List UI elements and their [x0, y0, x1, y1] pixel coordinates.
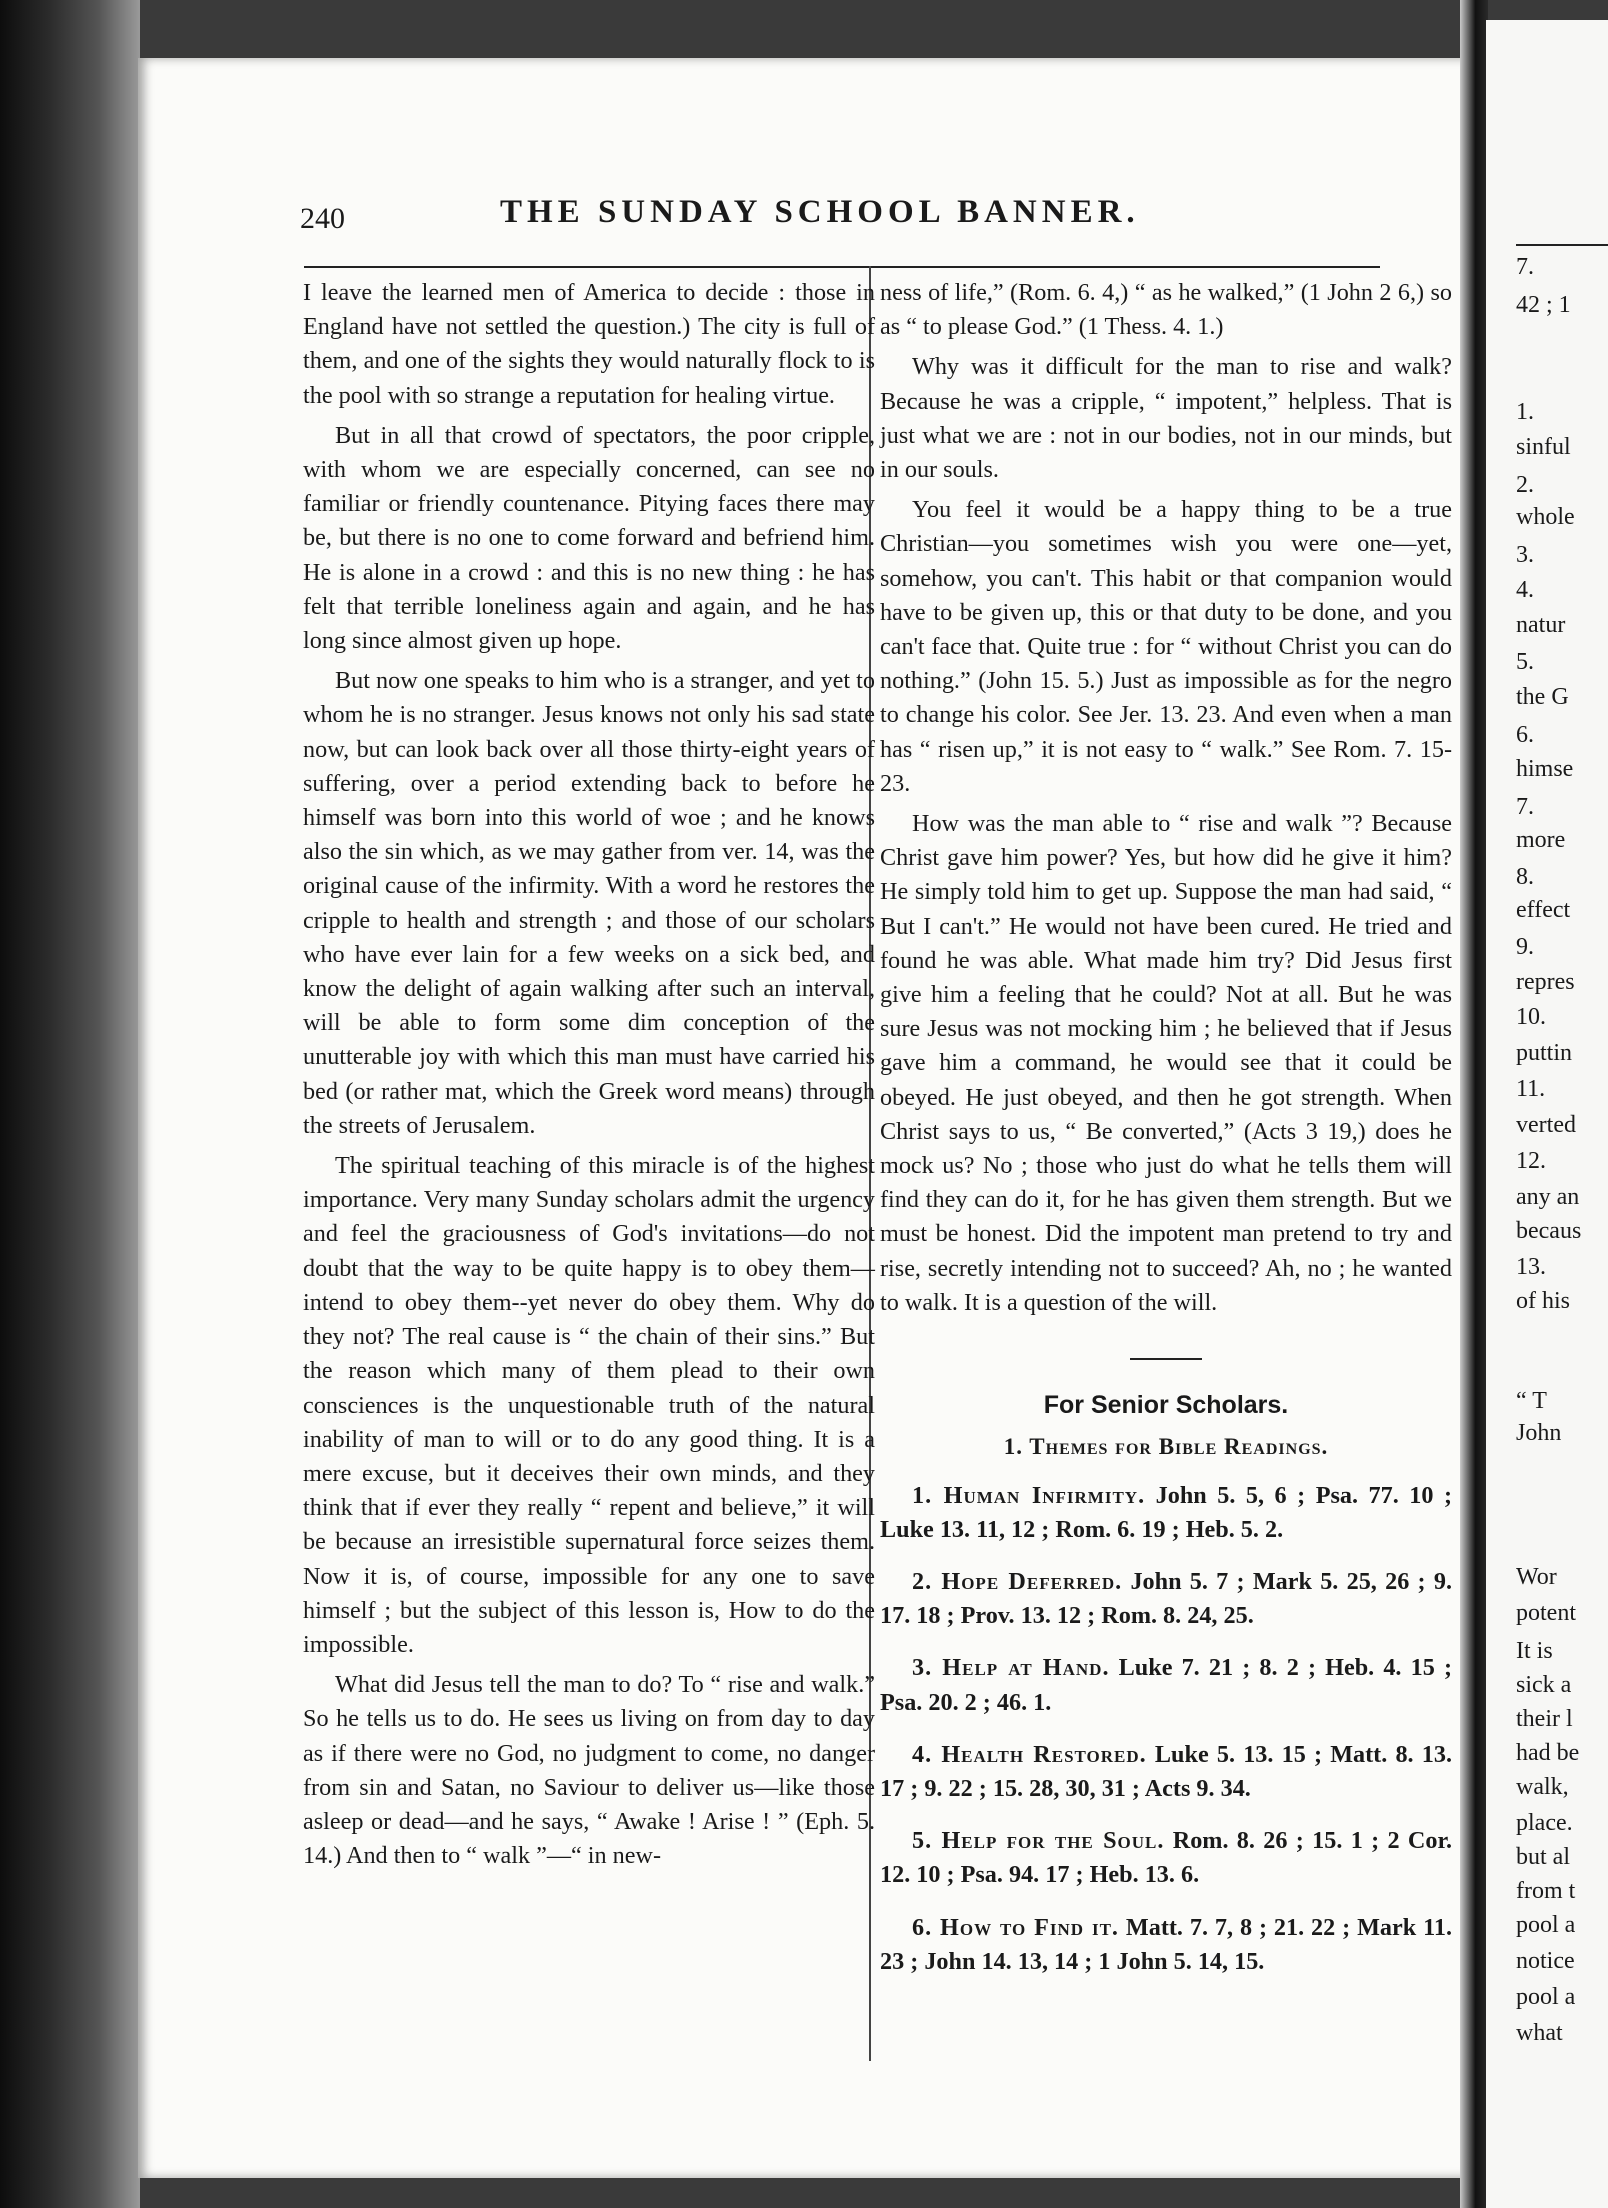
theme-head: 3. Help at Hand. [912, 1654, 1110, 1682]
adjacent-page-fragment: 6. [1516, 722, 1534, 748]
paragraph: I leave the learned men of America to decide : those in England have not settled the question.) The city is full of them, and one of the sights they would naturally flock to is the pool with so strange a reputation for healing virtue. [303, 279, 875, 409]
adjacent-page-fragment: walk, [1516, 1774, 1569, 1800]
adjacent-page-fragment: 12. [1516, 1148, 1546, 1174]
paragraph: You feel it would be a happy thing to be a true Christian—you sometimes wish you were one—yet, somehow, you can't. This habit or that companion would have to be given up, this or that duty to be done, and you can't face that. Quite true : for “ without Christ you can do nothing.” (John 15. 5.) Just as impossible as for the negro to change his color. See Jer. 13. 23. And even when a man has “ risen up,” it is not easy to “ walk.” See Rom. 7. 15-23. [880, 496, 1452, 797]
adjacent-page-fragment: 1. [1516, 399, 1534, 425]
adjacent-page-fragment: sick a [1516, 1672, 1572, 1698]
adjacent-page-fragment: 2. [1516, 472, 1534, 498]
adjacent-page-fragment: 5. [1516, 649, 1534, 675]
paragraph: ness of life,” (Rom. 6. 4,) “ as he walked,” (1 John 2 6,) so as “ to please God.” (1 Thess. 4. 1.) [880, 279, 1452, 341]
paragraph: The spiritual teaching of this miracle is of the highest importance. Very many Sunday scholars admit the urgency and feel the graciousness of God's invitations—do not doubt that the way to be quite happy is to obey them—intend to obey them--yet never do obey them. Why do they not? The real cause is “ the chain of their sins.” But the reason which many of them plead to their own consciences is the unquestionable truth of the natural inability of man to will or to do any good thing. It is a mere excuse, but it deceives their own minds, and they think that if ever they really “ repent and believe,” it will be because an irresistible supernatural force seizes them. Now it is, of course, impossible for any one to save himself ; but the subject of this lesson is, How to do the impossible. [303, 1152, 875, 1658]
theme-item [880, 1824, 1452, 1892]
adjacent-page-fragment: “ T [1516, 1388, 1547, 1414]
section-subtitle: 1. Themes for Bible Readings. [1003, 1434, 1329, 1460]
adjacent-page-fragment: 4. [1516, 577, 1534, 603]
adjacent-page-fragment: Wor [1516, 1564, 1557, 1590]
adjacent-page-fragment: repres [1516, 969, 1575, 995]
adjacent-page-fragment: 13. [1516, 1254, 1546, 1280]
adjacent-page-fragment: verted [1516, 1112, 1576, 1138]
theme-item [880, 1479, 1452, 1547]
theme-refs: John 5. 5, 6 ; Psa. 77. 10 ; Luke 13. 11, 12 ; Rom. 6. 19 ; Heb. 5. 2. [880, 1481, 1453, 1543]
adjacent-page-fragment: pool a [1516, 1912, 1576, 1938]
theme-item [880, 1911, 1452, 1979]
adjacent-page-fragment: any an [1516, 1184, 1580, 1210]
section-title: For Senior Scholars. [1043, 1391, 1289, 1420]
adjacent-page-fragment: John [1516, 1420, 1562, 1446]
paragraph: How was the man able to “ rise and walk ”? Because Christ gave him power? Yes, but how did he give it him? He simply told him to get up. Suppose the man had said, “ But I can't.” He would not have been cured. He tried and found he was able. What made him try? Did Jesus first give him a feeling that he could? Not at all. But he was sure Jesus was not mocking him ; he believed that if Jesus gave him a command, he would see that it could be obeyed. He just obeyed, and then he got strength. When Christ says to us, “ Be converted,” (Acts 3 19,) does he mock us? No ; those who just do what he tells them will find they can do it, for he has given them strength. But we must be honest. Did the impotent man pretend to try and rise, secretly intending not to succeed? Ah, no ; he wanted to walk. It is a question of the will. [880, 810, 1452, 1316]
adjacent-page-fragment: It is [1516, 1638, 1553, 1664]
adjacent-page-fragment: whole [1516, 504, 1575, 530]
book-spine [0, 0, 140, 2208]
adjacent-page-fragment: more [1516, 827, 1566, 853]
adjacent-page-fragment: 7. [1516, 794, 1534, 820]
theme-refs: Luke 5. 13. 15 ; Matt. 8. 13. 17 ; 9. 22 ; 15. 28, 30, 31 ; Acts 9. 34. [880, 1740, 1453, 1802]
adjacent-page-fragment: potent [1516, 1600, 1576, 1626]
paragraph: What did Jesus tell the man to do? To “ rise and walk.” So he tells us to do. He sees us living on from day to day as if there were no God, no judgment to come, no danger from sin and Satan, no Saviour to deliver us—like those asleep or dead—and he says, “ Awake ! Arise ! ” (Eph. 5. 14.) And then to “ walk ”—“ in new- [303, 1671, 875, 1870]
theme-item [880, 1565, 1452, 1633]
adjacent-page-fragment: notice [1516, 1948, 1575, 1974]
adjacent-page-fragment: effect [1516, 897, 1571, 923]
adjacent-page-fragment: pool a [1516, 1984, 1576, 2010]
paragraph: Why was it difficult for the man to rise and walk? Because he was a cripple, “ impotent,” helpless. That is just what we are : not in our bodies, not in our minds, but in our souls. [880, 353, 1452, 484]
adjacent-page-rule [1516, 244, 1608, 246]
adjacent-page-fragment: 9. [1516, 934, 1534, 960]
adjacent-page-fragment: their l [1516, 1706, 1573, 1732]
paragraph: But now one speaks to him who is a stranger, and yet to whom he is no stranger. Jesus knows not only his sad state now, but can look back over all those thirty-eight years of suffering, over a period extending back to before he himself was born into this world of woe ; and he knows also the sin which, as we may gather from ver. 14, was the original cause of the infirmity. With a word he restores the cripple to health and strength ; and those of our scholars who have ever lain for a few weeks on a sick bed, and know the delight of again walking after such an interval, will be able to form some dim conception of the unutterable joy with which this man must have carried his bed (or rather mat, which the Greek word means) through the streets of Jerusalem. [303, 667, 875, 1139]
adjacent-page-fragment: had be [1516, 1740, 1580, 1766]
header-rule [304, 266, 1380, 268]
paragraph: But in all that crowd of spectators, the poor cripple, with whom we are especially concerned, can see no familiar or friendly countenance. Pitying faces there may be, but there is no one to come forward and befriend him. He is alone in a crowd : and this is no new thing : he has felt that terrible loneliness again and again, and he has long since almost given up hope. [303, 421, 875, 655]
adjacent-page-fragment: 8. [1516, 864, 1534, 890]
adjacent-page-fragment: sinful [1516, 434, 1571, 460]
theme-head: 1. Human Infirmity. [912, 1481, 1146, 1509]
page-header [300, 184, 1380, 244]
running-title: THE SUNDAY SCHOOL BANNER. [500, 194, 1140, 230]
theme-refs: Rom. 8. 26 ; 15. 1 ; 2 Cor. 12. 10 ; Psa. 94. 17 ; Heb. 13. 6. [880, 1827, 1453, 1889]
adjacent-page-fragment: 42 ; 1 [1516, 292, 1571, 318]
section-rule [1130, 1358, 1202, 1360]
adjacent-page-edge [1486, 20, 1608, 2208]
adjacent-page-fragment: natur [1516, 612, 1566, 638]
adjacent-page-fragment: the G [1516, 684, 1569, 710]
right-column [880, 276, 1452, 1997]
adjacent-page-fragment: 10. [1516, 1004, 1546, 1030]
adjacent-page-fragment: himse [1516, 756, 1574, 782]
theme-head: 5. Help for the Soul. [912, 1827, 1165, 1855]
adjacent-page-fragment: puttin [1516, 1040, 1573, 1066]
theme-refs: John 5. 7 ; Mark 5. 25, 26 ; 9. 17. 18 ; Prov. 13. 12 ; Rom. 8. 24, 25. [880, 1567, 1453, 1630]
theme-item [880, 1738, 1452, 1806]
adjacent-page-fragment: 3. [1516, 542, 1534, 568]
theme-head: 4. Health Restored. [912, 1740, 1147, 1768]
theme-head: 6. How to Find it. [912, 1913, 1119, 1941]
adjacent-page-fragment: 7. [1516, 254, 1534, 280]
left-column [303, 276, 875, 1873]
adjacent-page-fragment: 11. [1516, 1076, 1546, 1102]
theme-head: 2. Hope Deferred. [912, 1567, 1123, 1595]
adjacent-page-fragment: what [1516, 2020, 1563, 2046]
adjacent-page-fragment: from t [1516, 1878, 1576, 1904]
adjacent-page-fragment: but al [1516, 1844, 1570, 1870]
adjacent-page-fragment: place. [1516, 1810, 1573, 1836]
theme-refs: Matt. 7. 7, 8 ; 21. 22 ; Mark 11. 23 ; John 14. 13, 14 ; 1 John 5. 14, 15. [880, 1913, 1452, 1975]
page-gutter [1460, 0, 1488, 2208]
adjacent-page-fragment: becaus [1516, 1218, 1582, 1244]
theme-refs: Luke 7. 21 ; 8. 2 ; Heb. 4. 15 ; Psa. 20. 2 ; 46. 1. [880, 1654, 1453, 1716]
theme-item [880, 1651, 1452, 1719]
adjacent-page-fragment: of his [1516, 1288, 1570, 1314]
page-number: 240 [300, 202, 345, 235]
